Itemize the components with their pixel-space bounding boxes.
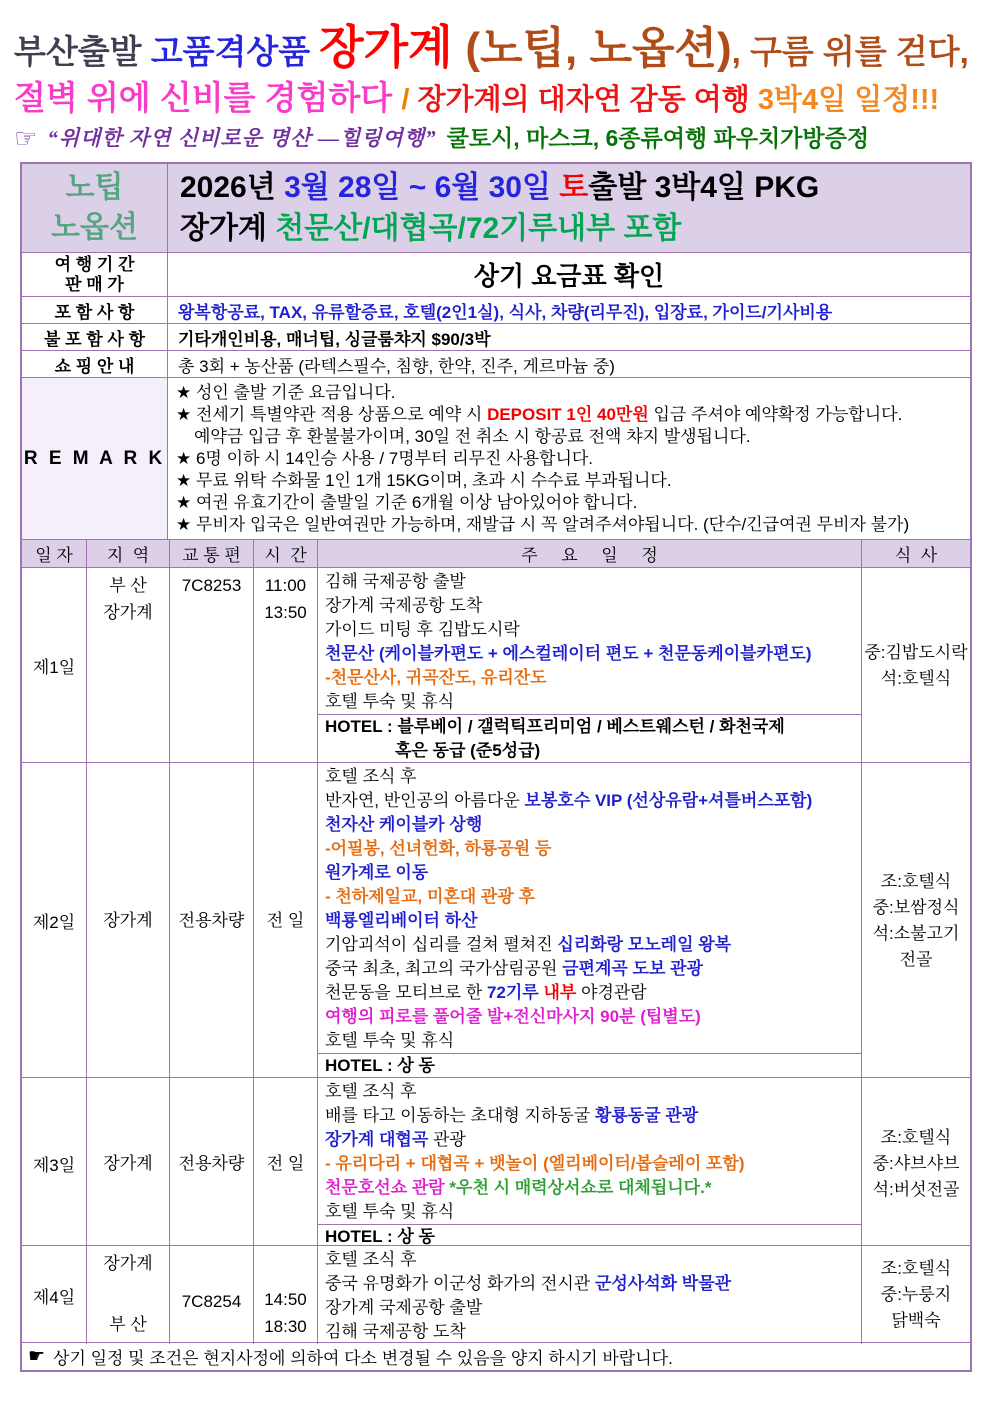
text-segment: ★ 성인 출발 기준 요금입니다.	[176, 382, 396, 402]
text-segment: 중국 유명화가 이군성 화가의 전시관	[325, 1274, 595, 1293]
schedule-line	[325, 1080, 861, 1104]
meal-item: 석:소불고기	[872, 923, 960, 943]
text-segment: HOTEL : 블루베이 / 갤럭틱프리미엄 / 베스트웨스턴 / 화천국제	[325, 717, 785, 736]
flight-number: 7C8254	[181, 1292, 242, 1311]
text-segment: 천문동을 모티브로 한	[325, 983, 487, 1002]
text-segment: 호텔 조식 후	[325, 767, 417, 786]
region-line: 장가계	[103, 1154, 153, 1173]
slogan-quote: “위대한 자연 신비로운 명산 —힐링여행”	[47, 126, 437, 150]
day4-time	[254, 1246, 318, 1344]
day4-schedule-cell	[318, 1246, 862, 1344]
schedule-line	[325, 1272, 861, 1296]
day2-schedule-cell	[318, 763, 862, 1078]
time-line: 13:50	[264, 603, 307, 622]
region-line: 부 산	[109, 1315, 147, 1334]
remark-line	[176, 470, 962, 492]
text-segment: 원가계로 이동	[325, 863, 429, 882]
text-segment: 황룡동굴 관광	[594, 1106, 699, 1125]
day2-region	[87, 763, 170, 1078]
period-label-line1: 여 행 기 간	[54, 254, 135, 274]
not-included-value: 기타개인비용, 매너팁, 싱글룸챠지 $90/3박	[178, 329, 491, 349]
text-segment: 예약금 입금 후 환불불가이며, 30일 전 취소 시 항공료 전액 챠지 발생됩니다.	[194, 426, 751, 446]
time-line: 14:50	[264, 1290, 307, 1309]
schedule-line	[325, 933, 861, 957]
text-segment: *우천 시 매력상서쇼로 대체됩니다.*	[449, 1178, 712, 1197]
no-tip-no-option-badge	[22, 164, 168, 252]
text-segment: 호텔 투숙 및 휴식	[325, 1031, 455, 1050]
not-included-label: 불 포 함 사 항	[22, 324, 168, 350]
col-header-schedule: 주 요 일 정	[318, 540, 862, 567]
period-price-label	[22, 253, 168, 296]
shopping-row	[22, 350, 970, 377]
period-price-row	[22, 252, 970, 296]
region-line: 부 산	[109, 576, 147, 595]
headline-line3	[14, 120, 982, 156]
text-segment: 금편계곡 도보 관광	[562, 959, 703, 978]
text-segment: 토	[559, 171, 589, 204]
day-table-header	[22, 539, 970, 567]
footer-note-text: 상기 일정 및 조건은 현지사정에 의하여 다소 변경될 수 있음을 양지 하시기 바랍니다.	[53, 1349, 673, 1368]
text-segment: ★ 6명 이하 시 14인승 사용 / 7명부터 리무진 사용합니다.	[176, 448, 594, 468]
meal-item: 중:보쌈정식	[872, 897, 960, 917]
meal-item: 조:호텔식	[880, 1259, 952, 1278]
text-segment: 3월 28일 ~ 6월 30일	[284, 171, 560, 204]
schedule-line	[325, 909, 861, 933]
included-label: 포 함 사 항	[22, 297, 168, 323]
day3-label: 제3일	[22, 1078, 87, 1249]
package-title-row	[22, 164, 970, 252]
badge-line1: 노팁	[65, 171, 124, 204]
day4-schedule	[318, 1246, 861, 1344]
schedule-line	[325, 957, 861, 981]
text-segment: 72기루	[486, 983, 544, 1002]
text-segment: 천문호선쇼 관람	[325, 1178, 450, 1197]
col-header-day: 일 자	[22, 540, 87, 567]
day3-meals	[862, 1078, 970, 1249]
remark-body	[168, 378, 970, 539]
text-segment: 군성사석화 박물관	[594, 1274, 732, 1293]
meal-item: 전골	[899, 949, 933, 969]
day1-schedule	[318, 568, 861, 714]
day-row-2	[22, 762, 970, 1077]
time-line: 전 일	[266, 1154, 305, 1173]
text-segment: 가이드 미팅 후 김밥도시락	[325, 620, 520, 639]
day4-transport	[170, 1246, 254, 1344]
package-title	[168, 164, 970, 252]
text-segment: 천자산 케이블카 상행	[325, 815, 483, 834]
text-segment: 절벽 위에 신비를 경험하다	[14, 79, 402, 116]
package-title-line1	[180, 167, 970, 208]
text-segment: 김해 국제공항 도착	[325, 1322, 466, 1341]
text-segment: -어필봉, 선녀헌화, 하룡공원 등	[325, 839, 552, 858]
day4-meals	[862, 1246, 970, 1344]
schedule-line	[325, 594, 861, 618]
col-header-transport: 교 통 편	[170, 540, 254, 567]
text-segment: 김해 국제공항 출발	[325, 572, 466, 591]
day3-transport	[170, 1078, 254, 1249]
schedule-line	[325, 837, 861, 861]
text-segment: 내부	[543, 983, 577, 1002]
day2-transport	[170, 763, 254, 1078]
gift-items-text: 쿨토시, 마스크, 6종류여행 파우치가방증정	[446, 125, 870, 151]
day2-schedule	[318, 763, 861, 1053]
time-line: 18:30	[264, 1317, 307, 1336]
schedule-line	[325, 1128, 861, 1152]
included-row	[22, 296, 970, 323]
day1-label: 제1일	[22, 568, 87, 763]
day-row-3	[22, 1077, 970, 1245]
text-segment: HOTEL : 상 동	[325, 1227, 435, 1246]
schedule-line	[325, 690, 861, 714]
text-segment: 기암괴석이 십리를 걸쳐 펼쳐진	[325, 935, 558, 954]
text-segment: 고품격상품	[150, 33, 320, 70]
schedule-line	[325, 1029, 861, 1053]
schedule-line	[325, 981, 861, 1005]
remark-line	[176, 426, 962, 448]
hotel-line	[325, 715, 861, 739]
text-segment: 보봉호수 VIP (선상유람+셔틀버스포함)	[524, 791, 813, 810]
text-segment: ★ 전세기 특별약관 적용 상품으로 예약 시	[176, 404, 488, 424]
text-segment: 장가계 국제공항 도착	[325, 596, 483, 615]
schedule-line	[325, 666, 861, 690]
text-segment: 십리화랑 모노레일 왕복	[557, 935, 732, 954]
col-header-time: 시 간	[254, 540, 318, 567]
text-segment: 혹은 동급 (준5성급)	[395, 741, 541, 760]
meal-item: 중:샤브샤브	[872, 1153, 960, 1173]
text-segment: HOTEL : 상 동	[325, 1056, 435, 1075]
text-segment: 장가계	[319, 21, 466, 73]
schedule-line	[325, 1005, 861, 1029]
schedule-line	[325, 618, 861, 642]
text-segment: 야경관람	[576, 983, 647, 1002]
remark-label: R E M A R K	[22, 378, 168, 539]
remark-line	[176, 404, 962, 426]
schedule-line	[325, 885, 861, 909]
headline-line2	[14, 76, 982, 120]
day1-meals	[862, 568, 970, 763]
text-segment: 배를 타고 이동하는 초대형 지하동굴	[325, 1106, 595, 1125]
badge-line2: 노옵션	[51, 211, 138, 244]
hotel-line	[325, 739, 861, 763]
text-segment: ★ 무비자 입국은 일반여권만 가능하며, 재발급 시 꼭 알려주셔야됩니다. (단수/긴급여권 무비자 불가)	[176, 514, 910, 534]
text-segment: 반자연, 반인공의 아름다운	[325, 791, 525, 810]
text-segment: 출발 3박4일 PKG	[588, 171, 820, 204]
document-header	[0, 0, 992, 162]
headline-line1	[14, 18, 982, 76]
text-segment: 여행의 피로를 풀어줄 발+전신마사지 90분 (팁별도)	[325, 1007, 701, 1026]
text-segment: 호텔 투숙 및 휴식	[325, 1202, 455, 1221]
schedule-line	[325, 570, 861, 594]
schedule-line	[325, 789, 861, 813]
period-label-line2: 판 매 가	[65, 274, 124, 294]
schedule-line	[325, 1104, 861, 1128]
day1-schedule-cell	[318, 568, 862, 763]
text-segment: -천문산사, 귀곡잔도, 유리잔도	[325, 668, 547, 687]
package-title-line2	[180, 208, 970, 249]
period-price-value: 상기 요금표 확인	[473, 261, 665, 291]
schedule-line	[325, 1320, 861, 1344]
remark-line	[176, 382, 962, 404]
remark-row	[22, 377, 970, 539]
shopping-label: 쇼 핑 안 내	[22, 351, 168, 377]
meal-item: 조:호텔식	[880, 1127, 952, 1147]
region-line: 장가계	[103, 603, 153, 622]
meal-item: 중:누룽지	[880, 1285, 952, 1304]
schedule-line	[325, 813, 861, 837]
text-segment: - 유리다리 + 대협곡 + 뱃놀이 (엘리베이터/봅슬레이 포함)	[325, 1154, 745, 1173]
day3-time	[254, 1078, 318, 1249]
text-segment: 2026년	[180, 171, 285, 204]
transport-line: 전용차량	[178, 1154, 245, 1173]
footer-note-row	[22, 1342, 970, 1370]
schedule-line	[325, 1200, 861, 1224]
day3-region	[87, 1078, 170, 1249]
day1-hotel	[318, 714, 861, 763]
meal-item: 석:버섯전골	[872, 1179, 960, 1199]
day1-transport	[170, 568, 254, 763]
text-segment: (노팁, 노옵션)	[465, 24, 732, 73]
text-segment: 장가계 국제공항 출발	[325, 1298, 483, 1317]
pointing-hand-icon: ☞	[14, 123, 38, 153]
day1-time	[254, 568, 318, 763]
text-segment: 호텔 조식 후	[325, 1250, 417, 1269]
hotel-line	[325, 1054, 861, 1078]
text-segment: 천문산 (케이블카편도 + 에스컬레이터 편도 + 천문동케이블카편도)	[325, 644, 812, 663]
text-segment: 부산출발	[14, 33, 151, 70]
remark-line	[176, 448, 962, 470]
meal-item: 석:호텔식	[880, 668, 952, 688]
not-included-row	[22, 323, 970, 350]
text-segment: , 구름 위를 걷다,	[731, 33, 969, 70]
schedule-line	[325, 1176, 861, 1200]
schedule-line	[325, 861, 861, 885]
meal-item: 닭백숙	[891, 1311, 941, 1330]
day2-meals	[862, 763, 970, 1078]
day-row-1	[22, 567, 970, 762]
pointing-hand-icon: ☛	[28, 1346, 46, 1367]
text-segment: 백룡엘리베이터 하산	[325, 911, 478, 930]
schedule-line	[325, 1248, 861, 1272]
text-segment: 장가계의 대자연 감동 여행	[417, 84, 758, 116]
day1-region	[87, 568, 170, 763]
text-segment: 입금 주셔야 예약확정 가능합니다.	[648, 404, 903, 424]
text-segment: /	[401, 84, 418, 116]
day-row-4	[22, 1245, 970, 1342]
text-segment: ★ 여권 유효기간이 출발일 기준 6개월 이상 남아있어야 합니다.	[176, 492, 638, 512]
included-value: 왕복항공료, TAX, 유류할증료, 호텔(2인1실), 식사, 차량(리무진), 입장료, 가이드/기사비용	[178, 302, 833, 322]
transport-line: 전용차량	[178, 911, 245, 930]
text-segment: DEPOSIT 1인 40만원	[487, 404, 649, 424]
meal-item: 중:김밥도시락	[864, 642, 968, 662]
col-header-meals: 식 사	[894, 546, 938, 565]
day4-label: 제4일	[22, 1246, 87, 1344]
time-line: 전 일	[266, 911, 305, 930]
text-segment: - 천하제일교, 미혼대 관광 후	[325, 887, 535, 906]
day2-label: 제2일	[22, 763, 87, 1078]
region-line: 장가계	[103, 1254, 153, 1273]
region-line: 장가계	[103, 911, 153, 930]
time-line: 11:00	[264, 576, 307, 595]
day2-time	[254, 763, 318, 1078]
flight-number: 7C8253	[181, 576, 242, 595]
meal-item: 조:호텔식	[880, 871, 952, 891]
day3-schedule	[318, 1078, 861, 1224]
shopping-value: 총 3회 + 농산품 (라텍스필수, 침향, 한약, 진주, 게르마늄 중)	[178, 356, 615, 376]
schedule-line	[325, 1152, 861, 1176]
remark-line	[176, 492, 962, 514]
day4-region	[87, 1246, 170, 1344]
remark-line	[176, 514, 962, 536]
text-segment: 장가계	[180, 212, 276, 245]
col-header-region: 지 역	[87, 540, 170, 567]
text-segment: 3박4일 일정!!!	[757, 84, 940, 116]
text-segment: 중국 최초, 최고의 국가삼림공원	[325, 959, 563, 978]
schedule-line	[325, 642, 861, 666]
text-segment: 장가계 대협곡	[325, 1130, 429, 1149]
text-segment: 천문산/대협곡/72기루내부 포함	[275, 212, 682, 245]
day3-schedule-cell	[318, 1078, 862, 1249]
itinerary-table	[20, 162, 972, 1372]
schedule-line	[325, 765, 861, 789]
day2-hotel	[318, 1053, 861, 1078]
text-segment: ★ 무료 위탁 수화물 1인 1개 15KG이며, 초과 시 수수료 부과됩니다.	[176, 470, 672, 490]
text-segment: 호텔 조식 후	[325, 1082, 417, 1101]
text-segment: 관광	[428, 1130, 466, 1149]
text-segment: 호텔 투숙 및 휴식	[325, 692, 455, 711]
schedule-line	[325, 1296, 861, 1320]
